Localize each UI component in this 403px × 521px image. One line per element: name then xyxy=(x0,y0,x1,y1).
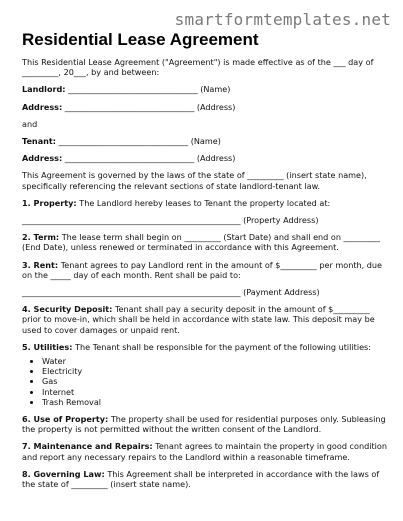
tenant-label: Tenant: xyxy=(22,136,57,147)
section-law-text: This Agreement shall be interpreted in accordance with the laws of the state of _________ (insert state name). xyxy=(22,468,380,490)
tenant-name-blank: ________________________________ xyxy=(58,136,189,147)
tenant-address-blank: ________________________________ xyxy=(64,153,195,164)
section-property xyxy=(22,198,390,208)
document-title: Residential Lease Agreement xyxy=(22,30,259,49)
section-use-heading: 6. Use of Property: xyxy=(22,414,109,425)
landlord-name-field xyxy=(22,84,390,94)
landlord-name-suffix: (Name) xyxy=(200,84,231,95)
tenant-address-suffix: (Address) xyxy=(196,153,236,164)
tenant-name-field xyxy=(22,136,390,146)
lease-document xyxy=(22,30,390,496)
section-utilities-text: The Tenant shall be responsible for the payment of the following utilities: xyxy=(75,341,372,352)
section-deposit-heading: 4. Security Deposit: xyxy=(22,304,113,315)
section-law-heading: 8. Governing Law: xyxy=(22,468,105,479)
payment-address-suffix: (Payment Address) xyxy=(243,287,320,298)
payment-address-blank: ______________________________________________________ xyxy=(22,287,241,298)
property-address-line xyxy=(22,215,390,225)
section-maintenance xyxy=(22,441,390,461)
list-item: • Gas xyxy=(42,376,390,386)
utilities-list xyxy=(22,356,390,407)
payment-address-line xyxy=(22,287,390,297)
section-term-heading: 2. Term: xyxy=(22,232,60,243)
section-maintenance-heading: 7. Maintenance and Repairs: xyxy=(22,441,153,452)
landlord-name-blank: ________________________________ xyxy=(68,84,198,95)
section-maintenance-text: Tenant agrees to maintain the property in good condition and report any necessary repairs to the Landlord within a reasonable timeframe. xyxy=(22,441,387,462)
section-use-text: The property shall be used for residential purposes only. Subleasing the property is not permitted without the written consent of the Landlord. xyxy=(22,414,386,435)
property-address-suffix: (Property Address) xyxy=(243,215,319,226)
landlord-address-blank: ________________________________ xyxy=(64,101,195,112)
list-item: • Water xyxy=(42,356,390,366)
section-deposit-text: Tenant shall pay a security deposit in the amount of $_________ prior to move-in, which shall be held in accordance with state law. This deposit may be used to cover damages or unpaid rent. xyxy=(22,304,375,335)
section-utilities xyxy=(22,342,390,352)
section-rent-text: Tenant agrees to pay Landlord rent in the amount of $_________ per month, due on the _____ day of each month. Rent shall be paid to: xyxy=(22,259,383,280)
section-rent xyxy=(22,260,390,280)
intro-paragraph: This Residential Lease Agreement ("Agreement") is made effective as of the ___ day of _________, 20___, by and between: xyxy=(22,57,374,78)
landlord-address-label: Address: xyxy=(22,101,63,112)
landlord-address-suffix: (Address) xyxy=(196,101,236,112)
list-item: • Electricity xyxy=(42,366,390,376)
site-watermark: smartformtemplates.net xyxy=(174,10,391,29)
list-item: • Internet xyxy=(42,387,390,397)
tenant-address-field xyxy=(22,153,390,163)
section-property-text: The Landlord hereby leases to Tenant the property located at: xyxy=(79,197,331,208)
section-rent-heading: 3. Rent: xyxy=(22,259,59,270)
landlord-address-field xyxy=(22,102,390,112)
section-use xyxy=(22,414,390,434)
landlord-label: Landlord: xyxy=(22,84,66,95)
section-term xyxy=(22,232,390,252)
and-text: and xyxy=(22,118,38,129)
section-utilities-heading: 5. Utilities: xyxy=(22,341,73,352)
section-deposit xyxy=(22,304,390,335)
section-law xyxy=(22,469,390,489)
tenant-address-label: Address: xyxy=(22,153,63,164)
list-item: • Trash Removal xyxy=(42,397,390,407)
section-property-heading: 1. Property: xyxy=(22,197,77,208)
section-term-text: The lease term shall begin on _________ (Start Date) and shall end on _________ (End Date), unless renewed or terminated in accordance with this Agreement. xyxy=(22,232,380,253)
tenant-name-suffix: (Name) xyxy=(190,136,221,147)
property-address-blank: ______________________________________________________ xyxy=(22,215,241,226)
governing-intro-paragraph: This Agreement is governed by the laws of the state of _________ (insert state name), specifically referencing the relevant sections of state landlord-tenant law. xyxy=(22,170,367,191)
